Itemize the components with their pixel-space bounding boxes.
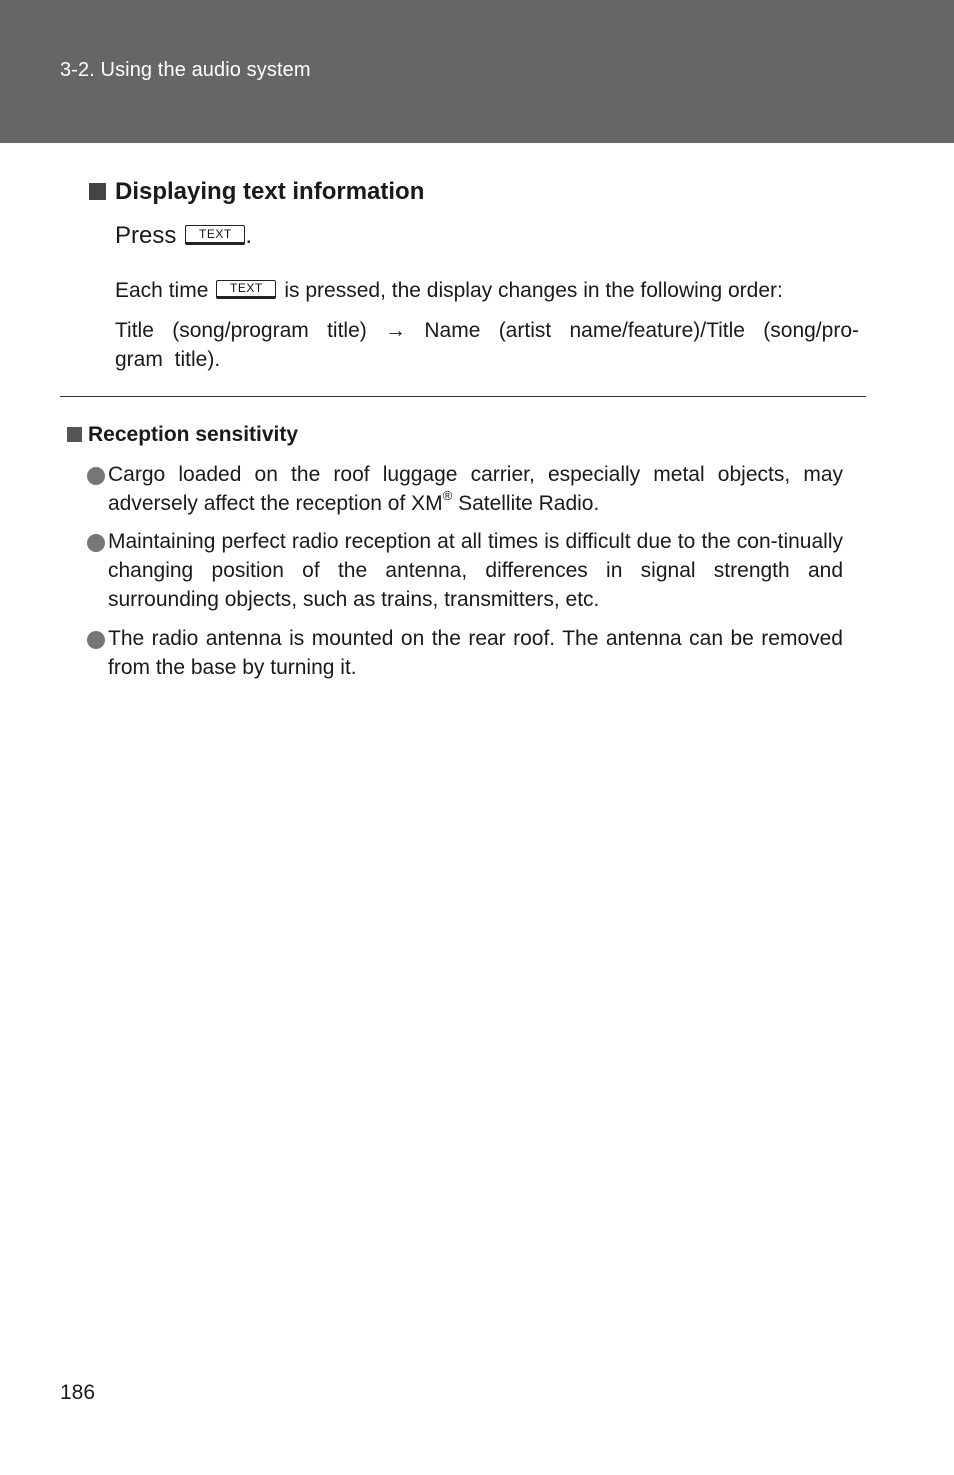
list-item-text: The radio antenna is mounted on the rear roof. The antenna can be removed from the base by turning it. [108, 627, 843, 679]
list-item [87, 527, 843, 614]
square-bullet-icon [67, 427, 82, 442]
reception-sensitivity-heading [67, 423, 298, 447]
each-time-prefix: Each time [115, 279, 209, 302]
text-button-icon: TEXT [185, 225, 245, 245]
section-divider [60, 396, 866, 397]
bullet-dot-icon [87, 631, 105, 649]
each-time-suffix: is pressed, the display changes in the following order: [284, 279, 783, 302]
each-time-sentence [115, 276, 859, 305]
list-item [87, 624, 843, 682]
press-instruction [115, 222, 252, 250]
bullet-dot-icon [87, 534, 105, 552]
display-order-text: Title (song/program title) → Name (artist name/feature)/Title (song/pro-gram title). [115, 319, 859, 371]
reception-sensitivity-heading-label: Reception sensitivity [88, 423, 299, 446]
displaying-text-heading-label: Displaying text information [115, 178, 425, 205]
text-button-icon: TEXT [216, 280, 276, 299]
list-item-text: Cargo loaded on the roof luggage carrier, especially metal objects, may adversely affect the reception of XM® Satellite Radio. [108, 463, 843, 515]
section-reference: 3-2. Using the audio system [60, 59, 311, 81]
displaying-text-heading [89, 178, 424, 206]
list-item-text: Maintaining perfect radio reception at all times is difficult due to the con-tinually changing position of the antenna, differences in signal strength and surrounding objects, such as trains, transmitters, etc. [108, 530, 843, 611]
header-band [0, 0, 954, 143]
square-bullet-icon [89, 183, 106, 200]
press-label: Press [115, 222, 177, 249]
registered-mark: ® [442, 488, 453, 503]
bullet-dot-icon [87, 467, 105, 485]
press-period: . [245, 222, 253, 249]
page-number: 186 [60, 1381, 96, 1404]
list-item [87, 460, 843, 518]
